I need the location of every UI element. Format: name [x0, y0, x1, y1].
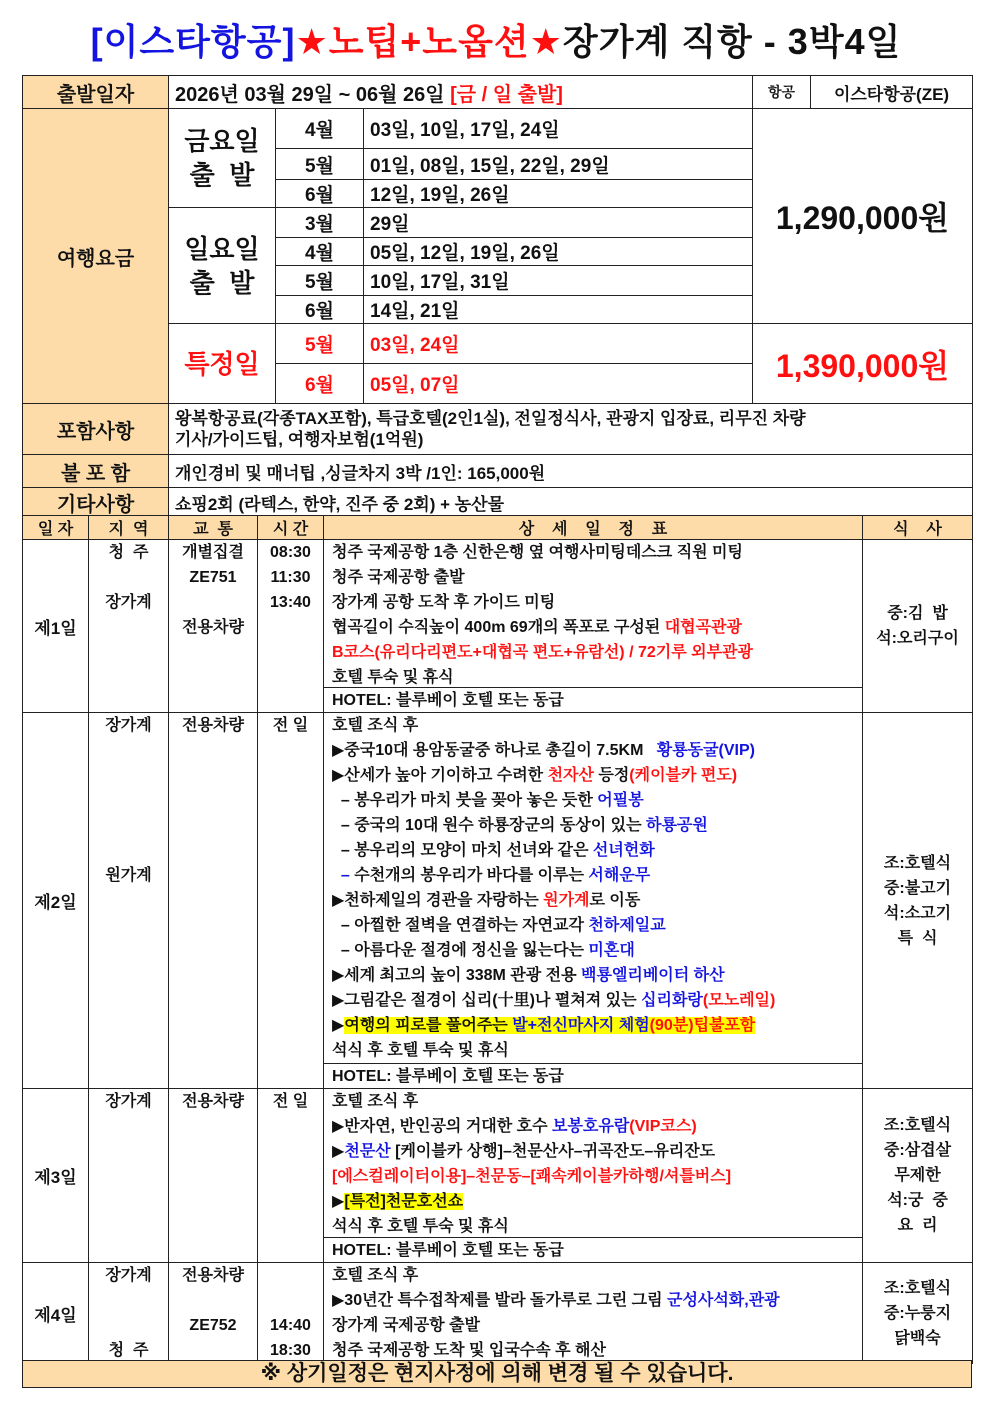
itinerary-header-cell: 식 사	[863, 516, 973, 540]
month: 6월	[276, 296, 364, 324]
time-value: 전 일	[272, 717, 309, 734]
transport-value: 전용차량	[182, 1093, 244, 1110]
time-value: 11:30	[270, 569, 311, 586]
region-value	[89, 1313, 168, 1338]
region-cell	[89, 1089, 169, 1263]
day-label: 제3일	[23, 1089, 89, 1263]
schedule-line	[324, 738, 862, 763]
meal-item: 중:불고기	[883, 879, 952, 897]
dates: 05일, 12일, 19일, 26일	[364, 238, 753, 266]
schedule-text: ▶산세가 높아 기이하고 수려한	[332, 767, 548, 784]
transport-cell	[169, 1263, 258, 1364]
excluded-text: 개인경비 및 매너팁 ,싱글차지 3박 /1인: 165,000원	[169, 455, 973, 488]
schedule-text: ▶반자연, 반인공의 거대한 호수	[332, 1118, 553, 1135]
meal-item: 무제한	[894, 1167, 941, 1184]
region-value: 장가계	[105, 1267, 152, 1284]
time-cell	[258, 1263, 324, 1364]
dates: 29일	[364, 208, 753, 238]
meal-item: 조:호텔식	[883, 854, 952, 872]
region-value	[89, 738, 168, 763]
schedule-line	[324, 1313, 862, 1338]
schedule-text: ▶중국10대 용암동굴중 하나로 총길이 7.5KM	[332, 742, 657, 759]
day-row	[23, 540, 973, 713]
airline-label: 항공	[753, 76, 811, 109]
time-value: 전 일	[272, 1093, 309, 1110]
schedule-text: 청주 국제공항 1층 신한은행 옆 여행사미팅데스크 직원 미팅	[332, 544, 743, 561]
meal-item: 석:오리구이	[876, 630, 959, 647]
schedule-text: ▶	[332, 1143, 345, 1160]
schedule-text: 협곡길이 수직높이 400m 69개의 폭포로 구성된	[332, 619, 665, 636]
schedule-text: [케이블카 상행]–천문산사–귀곡잔도–유리잔도	[390, 1143, 716, 1160]
transport-value: 전용차량	[182, 619, 244, 636]
transport-value: 전용차량	[182, 1267, 244, 1284]
schedule-text: 수천개의 봉우리가 바다를 이루는	[349, 867, 589, 884]
transport-cell	[169, 1089, 258, 1263]
schedule-text: 호텔 투숙 및 휴식	[332, 669, 454, 686]
meal-item: 조:호텔식	[883, 1117, 952, 1134]
included-label: 포함사항	[23, 404, 169, 455]
dates: 01일, 08일, 15일, 22일, 29일	[364, 149, 753, 180]
meal-item: 요 리	[897, 1217, 938, 1234]
meals-cell	[863, 1263, 973, 1364]
meals-cell	[863, 713, 973, 1089]
schedule-text: 미혼대	[588, 942, 635, 959]
schedule-text: 대협곡관광	[664, 619, 742, 636]
schedule-text: 천하제일교	[588, 917, 666, 934]
dates: 12일, 19일, 26일	[364, 180, 753, 208]
schedule-line	[324, 788, 862, 813]
schedule-text: 선녀헌화	[592, 842, 655, 859]
day-label: 제1일	[23, 540, 89, 713]
schedule-line	[324, 1038, 862, 1063]
schedule-text: B코스(유리다리편도+대협곡 편도+유람선) / 72기루 외부관광	[332, 644, 753, 661]
schedule-line	[324, 813, 862, 838]
schedule-text: 십리화랑	[641, 992, 703, 1009]
month: 4월	[276, 238, 364, 266]
day-row	[23, 1263, 973, 1364]
schedule-line	[324, 1114, 862, 1139]
schedule-text: [특전]천문호선쇼	[344, 1193, 464, 1210]
schedule-text: 원가계	[543, 892, 590, 909]
time-cell	[258, 540, 324, 713]
region-cell	[89, 713, 169, 1089]
itinerary-table	[22, 515, 973, 1364]
meal-item: 특 식	[897, 929, 938, 947]
schedule-detail	[324, 1089, 863, 1263]
itinerary-header-cell: 일 자	[23, 516, 89, 540]
schedule-line	[324, 540, 862, 565]
schedule-text: – 봉우리의 모양이 마치 선녀와 같은	[332, 842, 593, 859]
special-price: 1,390,000원	[753, 324, 973, 404]
schedule-text: ▶천하제일의 경관을 자랑하는	[332, 892, 544, 909]
schedule-detail	[324, 713, 863, 1089]
time-value	[258, 1263, 323, 1288]
schedule-text: –	[332, 867, 350, 884]
time-value	[258, 1288, 323, 1313]
itinerary-header-cell: 상 세 일 정 표	[324, 516, 863, 540]
day-row	[23, 713, 973, 1089]
schedule-text: 석식 후 호텔 투숙 및 휴식	[332, 1218, 509, 1235]
schedule-text: 장가계 공항 도착 후 가이드 미팅	[332, 594, 556, 611]
day-row	[23, 1089, 973, 1263]
schedule-line	[324, 1013, 862, 1038]
month: 4월	[276, 109, 364, 149]
region-value	[89, 1288, 168, 1313]
schedule-text: 로 이동	[589, 892, 641, 909]
schedule-line	[324, 838, 862, 863]
meals-cell	[863, 540, 973, 713]
regular-price: 1,290,000원	[753, 109, 973, 324]
schedule-text: – 아찔한 절벽을 연결하는 자연교각	[332, 917, 589, 934]
time-value: 14:40	[270, 1317, 311, 1334]
schedule-line	[324, 888, 862, 913]
time-value: 08:30	[270, 544, 311, 561]
schedule-text: 발+전신마사지 체험	[512, 1017, 650, 1034]
region-value	[89, 763, 168, 788]
meal-item: 석:소고기	[883, 904, 952, 922]
schedule-text: 서해운무	[588, 867, 651, 884]
schedule-text: ▶	[332, 1017, 345, 1034]
footer-note: ※ 상기일정은 현지사정에 의해 변경 될 수 있습니다.	[22, 1360, 972, 1388]
transport-value	[169, 1288, 257, 1313]
schedule-line	[324, 713, 862, 738]
itinerary-header-cell: 교 통	[169, 516, 258, 540]
schedule-text: 황룡동굴(VIP)	[656, 742, 756, 759]
transport-cell	[169, 713, 258, 1089]
airline-value: 이스타항공(ZE)	[811, 76, 973, 109]
schedule-text: ▶그림같은 절경이 십리(十里)나 펼쳐져 있는	[332, 992, 642, 1009]
schedule-text: – 아름다운 절경에 정신을 잃는다는	[332, 942, 589, 959]
schedule-line	[324, 590, 862, 615]
region-cell	[89, 540, 169, 713]
time-value: 13:40	[270, 594, 311, 611]
transport-cell	[169, 540, 258, 713]
meal-item: 조:호텔식	[883, 1279, 952, 1297]
itinerary-header-cell: 지 역	[89, 516, 169, 540]
day-label: 제4일	[23, 1263, 89, 1364]
time-cell	[258, 713, 324, 1089]
transport-value: ZE752	[189, 1317, 237, 1334]
schedule-line	[324, 1139, 862, 1164]
region-cell	[89, 1263, 169, 1364]
region-value	[89, 788, 168, 813]
etc-label: 기타사항	[23, 488, 169, 518]
page-title: [이스타항공]★노팁+노옵션★장가계 직항 - 3박4일	[90, 21, 902, 62]
friday-group: 금요일 출 발	[169, 109, 276, 208]
dates: 10일, 17일, 31일	[364, 266, 753, 296]
region-value: 장가계	[105, 717, 152, 734]
schedule-text: 하룡공원	[646, 817, 708, 834]
schedule-detail	[324, 540, 863, 713]
schedule-text: ▶세계 최고의 높이 338M 관광 전용	[332, 967, 582, 984]
month: 5월	[276, 324, 364, 364]
schedule-line	[324, 963, 862, 988]
hotel-info: HOTEL: 블루베이 호텔 또는 동급	[324, 1063, 863, 1088]
included-text: 왕복항공료(각종TAX포함), 특급호텔(2인1실), 전일정식사, 관광지 입장료, 리무진 차량 기사/가이드팁, 여행자보험(1억원)	[169, 404, 973, 455]
schedule-line	[324, 913, 862, 938]
schedule-text: 군성사석화,관광	[666, 1292, 780, 1309]
schedule-line	[324, 565, 862, 590]
hotel-info: HOTEL: 블루베이 호텔 또는 동급	[324, 1237, 863, 1262]
schedule-text: 여행의 피로를 풀어주는	[344, 1017, 513, 1034]
special-group: 특정일	[169, 324, 276, 404]
schedule-text: 백룡엘리베이터 하산	[581, 967, 725, 984]
schedule-text: (90분)팁불포함	[649, 1017, 756, 1034]
schedule-text: 장가계 국제공항 출발	[332, 1317, 480, 1334]
schedule-text: [에스컬레이터이용]–천문동–[쾌속케이블카하행/셔틀버스]	[332, 1168, 732, 1185]
schedule-text: 호텔 조식 후	[332, 717, 419, 734]
departure-label: 출발일자	[23, 76, 169, 109]
schedule-text: 석식 후 호텔 투숙 및 휴식	[332, 1042, 509, 1059]
schedule-text: 등정	[593, 767, 630, 784]
transport-value: 개별집결	[182, 544, 244, 561]
month: 5월	[276, 266, 364, 296]
meal-item: 닭백숙	[894, 1329, 941, 1347]
region-value: 청 주	[108, 1342, 149, 1359]
schedule-detail	[324, 1263, 863, 1364]
schedule-text: 천자산	[547, 767, 594, 784]
schedule-text: (모노레일)	[702, 992, 776, 1009]
itinerary-header-cell: 시 간	[258, 516, 324, 540]
schedule-text: – 중국의 10대 원수 하룡장군의 동상이 있는	[332, 817, 646, 834]
departure-range: 2026년 03월 29일 ~ 06월 26일 [금 / 일 출발]	[169, 76, 753, 109]
fare-label: 여행요금	[23, 109, 169, 404]
schedule-line	[324, 938, 862, 963]
meal-item: 중:삼겹살	[883, 1142, 952, 1159]
region-value	[89, 838, 168, 863]
month: 3월	[276, 208, 364, 238]
schedule-line	[324, 1089, 862, 1114]
schedule-text: ▶	[332, 1193, 345, 1210]
excluded-label: 불 포 함	[23, 455, 169, 488]
summary-table	[22, 75, 973, 518]
month: 6월	[276, 364, 364, 404]
region-value: 장가계	[105, 594, 152, 611]
schedule-line	[324, 863, 862, 888]
schedule-line	[324, 1214, 862, 1239]
schedule-line	[324, 1263, 862, 1288]
schedule-line	[324, 615, 862, 640]
schedule-line	[324, 1288, 862, 1313]
hotel-info: HOTEL: 블루베이 호텔 또는 동급	[324, 687, 863, 712]
schedule-text: 보봉호유람	[552, 1118, 630, 1135]
meals-cell	[863, 1089, 973, 1263]
meal-item: 중:김 밥	[887, 605, 948, 622]
transport-value: 전용차량	[182, 717, 244, 734]
dates: 03일, 24일	[364, 324, 753, 364]
region-value: 청 주	[108, 544, 149, 561]
schedule-line	[324, 1189, 862, 1214]
schedule-text: (VIP코스)	[629, 1118, 697, 1135]
schedule-text: ▶30년간 특수접착제를 발라 돌가루로 그린 그림	[332, 1292, 667, 1309]
schedule-text: 호텔 조식 후	[332, 1093, 419, 1110]
schedule-line	[324, 763, 862, 788]
region-value: 원가계	[105, 867, 152, 884]
schedule-text: 청주 국제공항 도착 및 입국수속 후 해산	[332, 1342, 606, 1359]
schedule-text: 호텔 조식 후	[332, 1267, 419, 1284]
meal-item: 중:누룽지	[883, 1304, 952, 1322]
schedule-line	[324, 988, 862, 1013]
transport-value: ZE751	[189, 569, 237, 586]
dates: 03일, 10일, 17일, 24일	[364, 109, 753, 149]
schedule-text: 천문산	[344, 1143, 391, 1160]
region-value: 장가계	[105, 1093, 152, 1110]
day-label: 제2일	[23, 713, 89, 1089]
schedule-line	[324, 1164, 862, 1189]
schedule-text: 청주 국제공항 출발	[332, 569, 465, 586]
time-cell	[258, 1089, 324, 1263]
schedule-line	[324, 640, 862, 665]
schedule-text: (케이블카 편도)	[629, 767, 738, 784]
etc-text: 쇼핑2회 (라텍스, 한약, 진주 중 2회) + 농산물	[169, 488, 973, 518]
dates: 14일, 21일	[364, 296, 753, 324]
region-value	[89, 813, 168, 838]
transport-value	[169, 590, 257, 615]
schedule-text: – 봉우리가 마치 붓을 꽂아 놓은 듯한	[332, 792, 598, 809]
dates: 05일, 07일	[364, 364, 753, 404]
month: 6월	[276, 180, 364, 208]
time-value: 18:30	[270, 1342, 311, 1359]
meal-item: 석:궁 중	[887, 1192, 948, 1209]
schedule-text: 어필봉	[597, 792, 644, 809]
month: 5월	[276, 149, 364, 180]
sunday-group: 일요일 출 발	[169, 208, 276, 324]
region-value	[89, 565, 168, 590]
